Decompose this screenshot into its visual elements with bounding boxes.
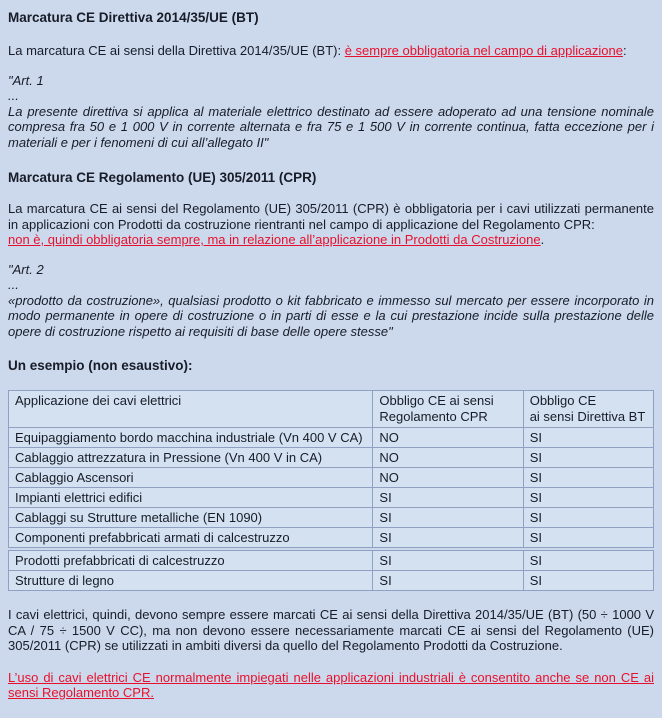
cell-bt: SI <box>523 528 653 550</box>
para-regolamento-cpr-period: . <box>540 232 545 247</box>
cell-application: Cablaggi su Strutture metalliche (EN 1090) <box>9 508 373 528</box>
quote-art1-label: "Art. 1 <box>8 72 44 88</box>
quote-art2-ellipsis: ... <box>8 277 19 292</box>
link-sempre-obbligatoria[interactable]: è sempre obbligatoria nel campo di applicazione <box>344 43 623 58</box>
table-row <box>9 448 654 468</box>
quote-art2-label: "Art. 2 <box>8 261 44 277</box>
para-direttiva-bt <box>8 43 654 59</box>
cell-application: Componenti prefabbricati armati di calcestruzzo <box>9 528 373 550</box>
table-row <box>9 488 654 508</box>
link-non-obbligatoria-sempre[interactable]: non è, quindi obbligatoria sempre, ma in relazione all’applicazione in Prodotti da Costruzione <box>8 232 541 247</box>
table-row <box>9 549 654 571</box>
cell-bt: SI <box>523 571 653 591</box>
header-obbligo-cpr <box>373 391 523 428</box>
para-regolamento-cpr-text: La marcatura CE ai sensi del Regolamento (UE) 305/2011 (CPR) è obbligatoria per i cavi utilizzati permanente in applicazioni con Prodotti da costruzione rientranti nel campo di applicazione del Regolamento CPR: <box>8 201 654 232</box>
quote-art1 <box>8 73 654 151</box>
quote-art2-body: «prodotto da costruzione», qualsiasi prodotto o kit fabbricato e immesso sul mercato per essere incorporato in modo permanente in opere di costruzione o in parti di esse e la cui prestazione incide sulla prestazione delle opere di costruzione rispetto ai requisiti di base delle opere stesse" <box>8 292 654 339</box>
header-obbligo-bt-line2: ai sensi Direttiva BT <box>529 409 646 424</box>
header-obbligo-cpr-line2: Regolamento CPR <box>379 409 488 424</box>
cell-bt: SI <box>523 549 653 571</box>
table-row <box>9 528 654 550</box>
cell-cpr: SI <box>373 488 523 508</box>
cell-cpr: NO <box>373 468 523 488</box>
cell-bt: SI <box>523 468 653 488</box>
para-direttiva-bt-colon: : <box>622 43 627 58</box>
cell-cpr: SI <box>373 549 523 571</box>
cell-bt: SI <box>523 428 653 448</box>
cell-cpr: SI <box>373 571 523 591</box>
table-row <box>9 468 654 488</box>
cell-application: Prodotti prefabbricati di calcestruzzo <box>9 549 373 571</box>
heading-direttiva-bt: Marcatura CE Direttiva 2014/35/UE (BT) <box>8 10 259 25</box>
quote-art1-ellipsis: ... <box>8 88 19 103</box>
para-direttiva-bt-text: La marcatura CE ai sensi della Direttiva 2014/35/UE (BT): <box>8 43 345 58</box>
cell-application: Impianti elettrici edifici <box>9 488 373 508</box>
cell-cpr: SI <box>373 528 523 550</box>
ce-obligation-table <box>8 390 654 591</box>
cell-cpr: NO <box>373 428 523 448</box>
closing-paragraph: I cavi elettrici, quindi, devono sempre essere marcati CE ai sensi della Direttiva 2014/35/UE (BT) (50 ÷ 1000 V CA / 75 ÷ 1500 V CC), ma non devono essere necessariamente marcati CE ai sensi del Regolamento (UE) 305/2011 (CPR) se utilizzati in ambiti diversi da quello del Regolamento Prodotti da Costruzione. <box>8 607 654 653</box>
header-applicazione <box>9 391 373 428</box>
link-uso-cavi-industriali[interactable]: L’uso di cavi elettrici CE normalmente impiegati nelle applicazioni industriali è consentito anche se non CE ai sensi Regolamento CPR. <box>8 669 654 700</box>
heading-esempio: Un esempio (non esaustivo): <box>8 358 193 373</box>
cell-bt: SI <box>523 488 653 508</box>
cell-application: Cablaggio Ascensori <box>9 468 373 488</box>
cell-bt: SI <box>523 508 653 528</box>
cell-application: Cablaggio attrezzatura in Pressione (Vn 400 V in CA) <box>9 448 373 468</box>
table-row <box>9 428 654 448</box>
cell-bt: SI <box>523 448 653 468</box>
header-obbligo-bt-line1: Obbligo CE <box>529 393 597 408</box>
table-header-row <box>9 391 654 428</box>
quote-art1-body: La presente direttiva si applica al materiale elettrico destinato ad essere adoperato ad una tensione nominale compresa fra 50 e 1 000 V in corrente alternata e fra 75 e 1 500 V in corrente continua, fatta eccezione per i materiali e per i fenomeni di cui all’allegato II" <box>8 103 654 150</box>
closing-red-paragraph <box>8 670 654 701</box>
header-obbligo-bt <box>523 391 653 428</box>
table-row <box>9 571 654 591</box>
para-regolamento-cpr <box>8 201 654 248</box>
cell-cpr: NO <box>373 448 523 468</box>
cell-application: Equipaggiamento bordo macchina industriale (Vn 400 V CA) <box>9 428 373 448</box>
heading-regolamento-cpr: Marcatura CE Regolamento (UE) 305/2011 (CPR) <box>8 170 317 185</box>
header-applicazione-label: Applicazione dei cavi elettrici <box>15 393 182 408</box>
header-obbligo-cpr-line1: Obbligo CE ai sensi <box>379 393 494 408</box>
cell-cpr: SI <box>373 508 523 528</box>
cell-application: Strutture di legno <box>9 571 373 591</box>
quote-art2 <box>8 262 654 340</box>
table-row <box>9 508 654 528</box>
